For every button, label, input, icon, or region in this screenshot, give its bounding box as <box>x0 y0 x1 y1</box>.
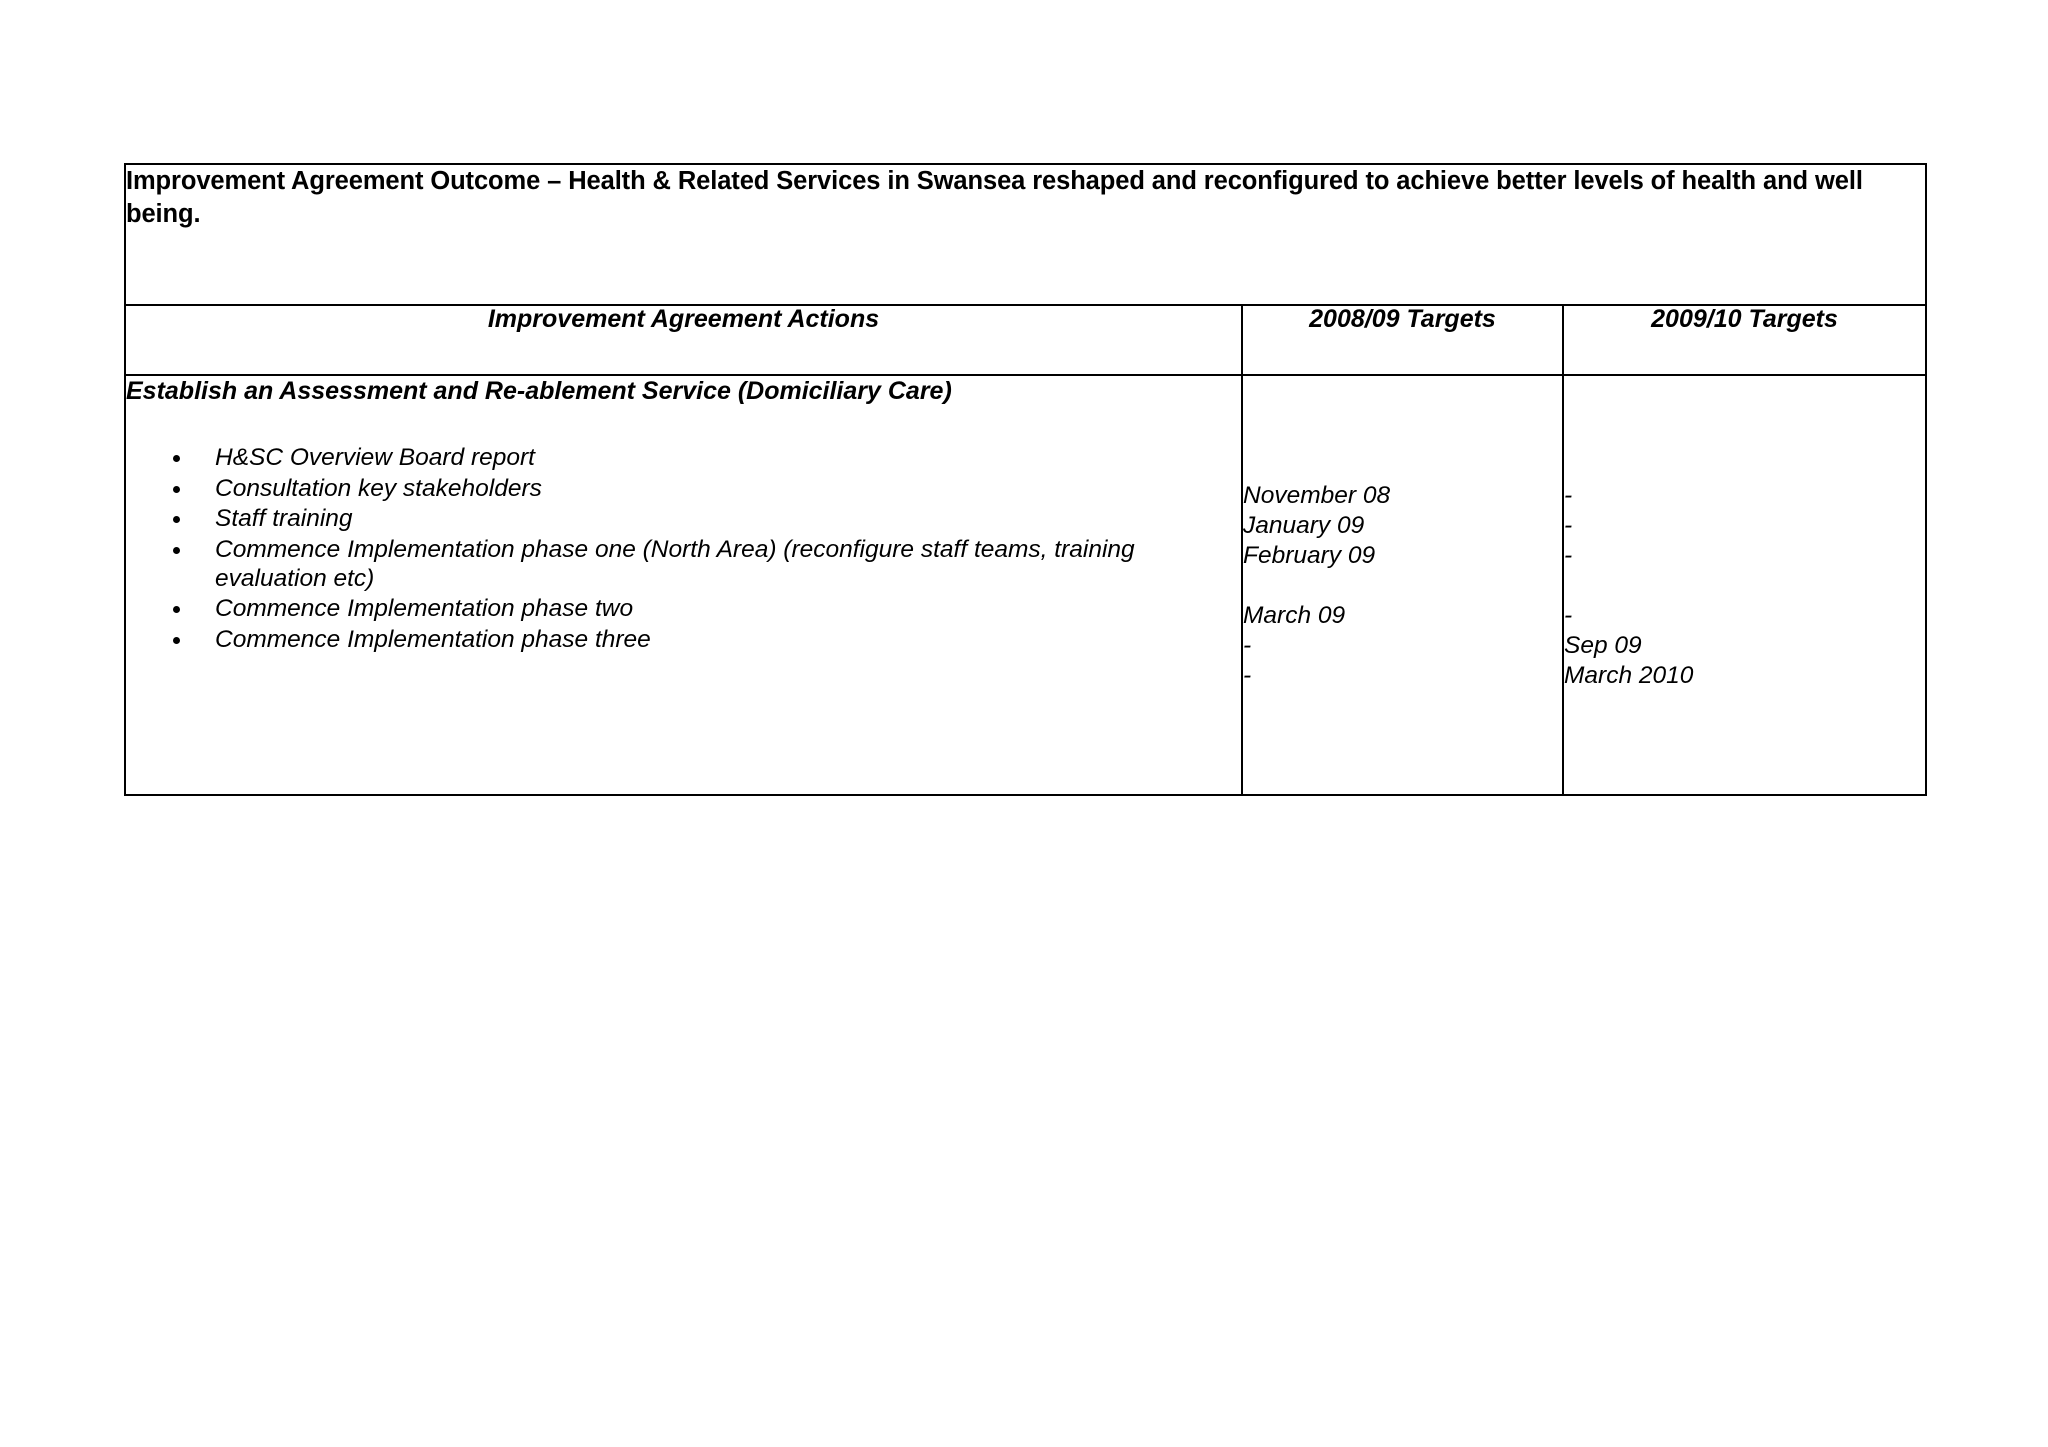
list-item-label: Staff training <box>215 505 353 533</box>
list-item-label: H&SC Overview Board report <box>215 444 535 471</box>
bullet-dot-icon <box>173 547 180 554</box>
targets-2009-10-list <box>1564 482 1925 692</box>
action-heading: Establish an Assessment and Re-ablement Service (Domiciliary Care) <box>126 377 952 405</box>
target-value: November 08 <box>1243 482 1391 509</box>
improvement-agreement-table <box>124 163 1927 796</box>
target-value: January 09 <box>1243 512 1365 539</box>
list-item <box>126 626 1241 655</box>
list-item <box>126 475 1241 504</box>
target-value: - <box>1564 512 1573 539</box>
bullet-dot-icon <box>173 486 180 493</box>
target-value <box>1243 572 1562 602</box>
action-item-list <box>126 444 1241 655</box>
target-value: February 09 <box>1243 542 1376 569</box>
list-item-label: Commence Implementation phase one (North Area) (reconfigure staff teams, training evaluation etc) <box>215 535 1135 592</box>
list-item-label: Commence Implementation phase three <box>215 625 651 653</box>
actions-cell <box>125 375 1242 795</box>
target-value: - <box>1243 662 1252 689</box>
bullet-dot-icon <box>173 637 180 644</box>
column-header-actions-label: Improvement Agreement Actions <box>487 305 880 333</box>
outcome-title: Improvement Agreement Outcome – Health & Related Services in Swansea reshaped and reconfigured to achieve better levels of health and well being. <box>126 167 1863 229</box>
bullet-dot-icon <box>173 606 180 613</box>
column-header-actions <box>125 305 1242 375</box>
target-value: - <box>1243 632 1252 659</box>
column-header-targets-2008-09 <box>1242 305 1563 375</box>
target-value: - <box>1564 542 1573 569</box>
target-value: March 2010 <box>1564 662 1694 689</box>
column-header-targets-2009-10 <box>1563 305 1926 375</box>
outcome-banner-row <box>125 164 1926 305</box>
target-value: - <box>1564 602 1573 629</box>
outcome-banner-cell <box>125 164 1926 305</box>
list-item <box>126 595 1241 624</box>
table-row <box>125 375 1926 795</box>
targets-2008-09-cell <box>1242 375 1563 795</box>
table-header-row <box>125 305 1926 375</box>
column-header-targets-2009-10-label: 2009/10 Targets <box>1651 305 1838 333</box>
bullet-dot-icon <box>173 516 180 523</box>
targets-2009-10-cell <box>1563 375 1926 795</box>
targets-2008-09-list <box>1243 482 1562 692</box>
list-item <box>126 444 1241 473</box>
column-header-targets-2008-09-label: 2008/09 Targets <box>1309 305 1496 333</box>
list-item-label: Commence Implementation phase two <box>215 595 634 623</box>
targets-2008-09-top-spacer <box>1243 376 1562 482</box>
bullet-dot-icon <box>173 455 180 462</box>
targets-2009-10-top-spacer <box>1564 376 1925 482</box>
target-value: March 09 <box>1243 602 1346 629</box>
target-value: - <box>1564 482 1573 509</box>
list-item <box>126 536 1241 593</box>
target-value: Sep 09 <box>1564 632 1642 659</box>
list-item <box>126 505 1241 534</box>
list-item-label: Consultation key stakeholders <box>215 474 542 502</box>
target-value <box>1564 572 1925 602</box>
